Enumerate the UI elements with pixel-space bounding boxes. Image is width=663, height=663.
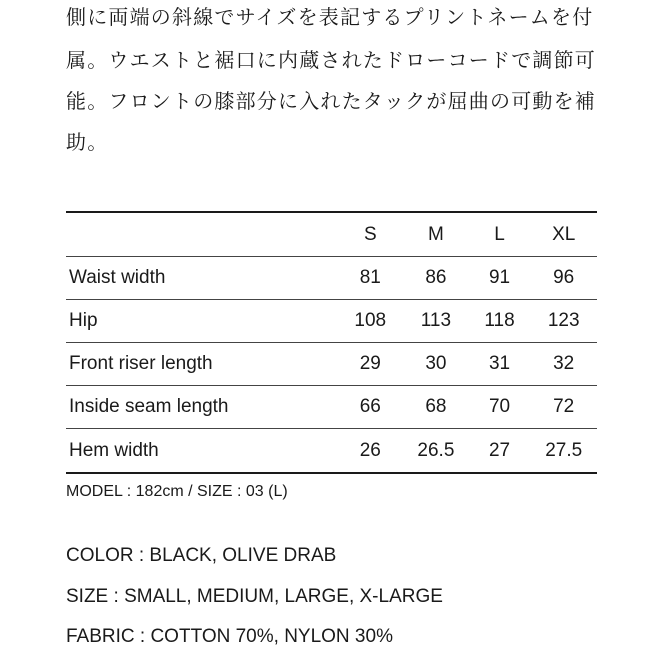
description-line-3: 能。フロントの膝部分に入れたタックが屈曲の可動を補 xyxy=(66,89,596,113)
description-line-1: 側に両端の斜線でサイズを表記するプリントネームを付 xyxy=(66,5,594,29)
table-cell: 29 xyxy=(359,353,381,374)
table-cell: 91 xyxy=(488,267,511,288)
table-cell: 26.5 xyxy=(417,439,455,461)
table-cell: 68 xyxy=(425,396,447,417)
table-cell: 27 xyxy=(488,439,511,461)
table-cell: 123 xyxy=(547,310,580,331)
table-cell: 108 xyxy=(354,310,387,331)
table-cell: 32 xyxy=(553,353,575,374)
row-label: Waist width xyxy=(69,267,166,288)
table-cell: 81 xyxy=(359,267,381,288)
table-row xyxy=(66,257,597,300)
table-row xyxy=(66,300,597,343)
table-cell: 72 xyxy=(553,396,575,417)
table-cell: 96 xyxy=(553,267,575,288)
table-cell: 31 xyxy=(488,353,511,374)
spec-color: COLOR : BLACK, OLIVE DRAB xyxy=(66,545,337,566)
table-cell: 70 xyxy=(488,396,511,417)
table-cell: 118 xyxy=(484,310,515,331)
table-row xyxy=(66,343,597,386)
size-table-header xyxy=(66,213,597,257)
model-info: MODEL : 182cm / SIZE : 03 (L) xyxy=(66,483,288,500)
header-size-m: M xyxy=(427,223,444,245)
row-label: Hem width xyxy=(69,439,159,461)
size-table xyxy=(66,211,597,474)
header-size-s: S xyxy=(363,223,377,245)
header-size-xl: XL xyxy=(552,223,576,245)
table-cell: 66 xyxy=(359,396,381,417)
spec-fabric: FABRIC : COTTON 70%, NYLON 30% xyxy=(66,626,393,647)
description-line-4: 助。 xyxy=(66,130,109,154)
table-cell: 30 xyxy=(425,353,447,374)
table-cell: 26 xyxy=(359,439,381,461)
table-row xyxy=(66,386,597,429)
row-label: Inside seam length xyxy=(69,396,229,417)
spec-size: SIZE : SMALL, MEDIUM, LARGE, X-LARGE xyxy=(66,586,443,607)
row-label: Hip xyxy=(69,310,98,331)
table-row xyxy=(66,429,597,472)
table-cell: 27.5 xyxy=(545,439,583,461)
row-label: Front riser length xyxy=(69,353,213,374)
header-size-l: L xyxy=(494,223,505,245)
table-cell: 86 xyxy=(425,267,447,288)
table-cell: 113 xyxy=(420,310,452,331)
description-line-2: 属。ウエストと裾口に内蔵されたドローコードで調節可 xyxy=(66,48,596,72)
